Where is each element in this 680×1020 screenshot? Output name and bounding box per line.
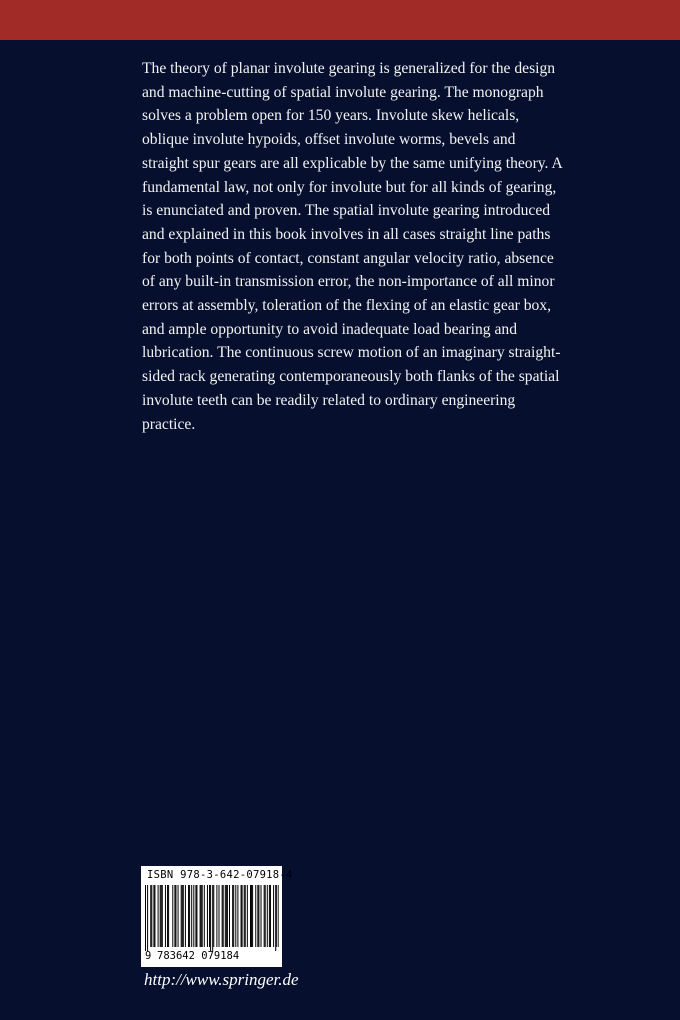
barcode-bar [191,885,192,947]
barcode-bar [210,885,211,951]
barcode-bar [222,885,223,947]
barcode-bar [242,885,243,947]
barcode-bar [207,885,208,947]
barcode-bar [265,885,266,947]
barcode-bar [201,885,202,947]
barcode-bar [244,885,245,947]
barcode-bar [185,885,186,947]
barcode-bar [270,885,271,947]
publisher-url[interactable]: http://www.springer.de [144,970,299,989]
barcode-bar [175,885,176,947]
barcode-bar [257,885,258,947]
isbn-barcode-block [141,866,293,967]
barcode-bar [213,885,214,947]
barcode-bar [160,885,161,947]
barcode-bar [258,885,259,947]
barcode-bar [219,885,220,947]
barcode-bar [232,885,233,947]
barcode-bar [227,885,228,947]
barcode-bar [278,885,279,947]
barcode-bar [216,885,217,947]
barcode-bar [189,885,190,947]
barcode-bar [193,885,194,947]
barcode-bar [264,885,265,947]
barcode-digit-first: 9 [145,950,152,962]
isbn-label: ISBN 978-3-642-07918-4 [147,869,293,881]
barcode-bar [212,885,213,951]
barcode-bar [153,885,154,947]
barcode-bar [150,885,151,947]
barcode-bar [158,885,159,947]
barcode-bar [275,885,276,951]
barcode-bar [245,885,246,947]
barcode-bar [223,885,224,947]
barcode-bar [209,885,210,947]
barcode-bar [235,885,236,947]
barcode-bar [195,885,196,947]
barcode-bar [188,885,189,947]
barcode-bar [145,885,146,951]
barcode-bar [273,885,274,947]
barcode-bars [145,885,279,951]
barcode-bar [162,885,163,947]
barcode-bar [200,885,201,947]
barcode-bar [225,885,226,947]
barcode-bar [226,885,227,947]
barcode-bar [267,885,268,947]
barcode-bar [250,885,251,947]
barcode-bar [178,885,179,947]
barcode-bar [165,885,166,947]
barcode-bar [172,885,173,947]
barcode-bar [252,885,253,947]
barcode-bar [154,885,155,947]
barcode-bar [183,885,184,947]
barcode-bar [147,885,148,951]
barcode-bar [202,885,203,947]
top-color-band [0,0,680,40]
barcode-bar [168,885,169,947]
barcode-bar [167,885,168,947]
back-cover-blurb: The theory of planar involute gearing is generalized for the design and machine-cutting of spatial involute gearing. The monograph solves a problem open for 150 years. Involute skew helicals, oblique involute hypoids, offset involute worms, bevels and straight spur gears are all explicable by the same unifying theory. A fundamental law, not only for involute but for all kinds of gearing, is enunciated and proven. The spatial involute gearing introduced and explained in this book involves in all cases straight line paths for both points of contact, constant angular velocity ratio, absence of any built-in transmission error, the non-importance of all minor errors at assembly, toleration of the flexing of an elastic gear box, and ample opportunity to avoid inadequate load bearing and lubrication. The continuous screw motion of an imaginary straight-sided rack generating contemporaneously both flanks of the spatial involute teeth can be readily related to ordinary engineering practice. [142,60,562,433]
barcode-bar [161,885,162,947]
barcode-bar [182,885,183,947]
barcode-bar [241,885,242,947]
barcode-digits [145,950,279,962]
barcode-bar [276,885,277,947]
barcode-bar [233,885,234,947]
barcode-bar [255,885,256,947]
barcode-bar [151,885,152,947]
barcode-bar [204,885,205,947]
barcode-bar [269,885,270,947]
barcode-digits-rest: 783642 079184 [157,950,240,962]
barcode-bar [229,885,230,947]
barcode-bar [247,885,248,947]
barcode-bar [261,885,262,947]
barcode-bar [181,885,182,947]
barcode-bar [174,885,175,947]
barcode-bar [196,885,197,947]
barcode-bar [237,885,238,947]
barcode-bar [251,885,252,947]
